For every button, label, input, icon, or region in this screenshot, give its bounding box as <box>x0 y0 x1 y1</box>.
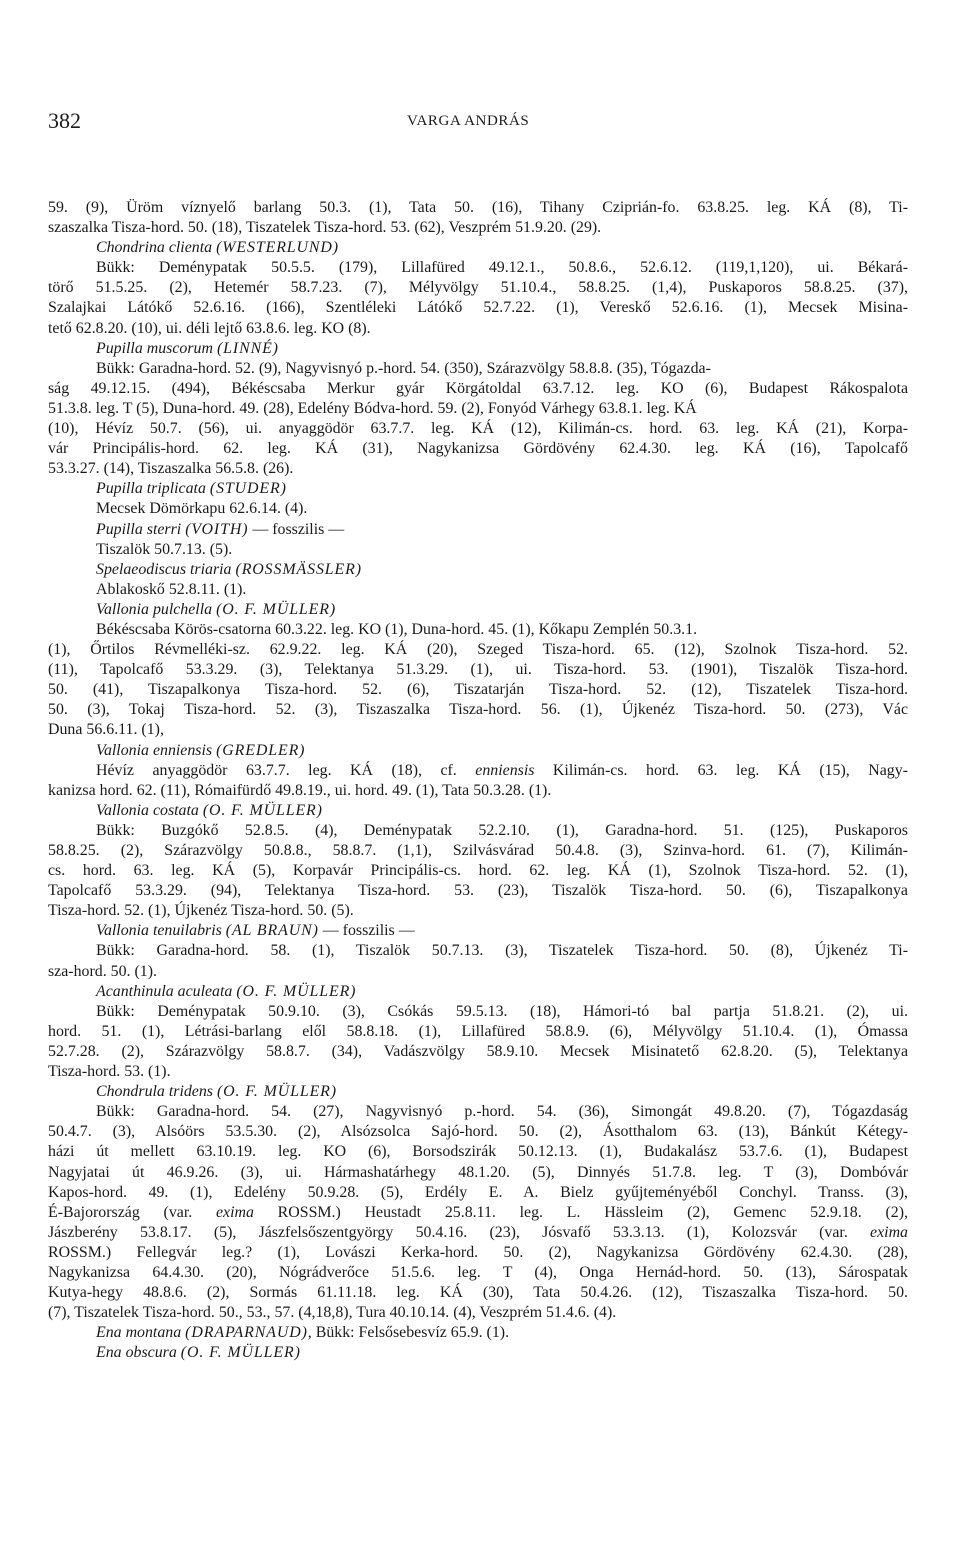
species-heading <box>48 921 908 941</box>
species-author: (STUDER) <box>209 480 287 498</box>
record-line: Jászberény 53.8.17. (5), Jászfelsőszentgyörgy 50.4.16. (23), Jósvafő 53.3.13. (1), Kolozsvár (var. exima <box>48 1223 908 1241</box>
species-name: Acanthinula aculeata <box>96 982 233 1000</box>
species-heading <box>48 520 908 540</box>
species-heading <box>48 1343 908 1363</box>
record-line-first: Békéscsaba Körös-csatorna 60.3.22. leg. KO (1), Duna-hord. 45. (1), Kőkapu Zemplén 50.3.1. <box>96 620 698 638</box>
page-header <box>48 108 908 138</box>
record-line: cs. hord. 63. leg. KÁ (5), Korpavár Principális-cs. hord. 62. leg. KÁ (1), Szolnok Tisza-hord. 52. (1), <box>48 862 908 880</box>
species-heading <box>48 339 908 359</box>
species-heading <box>48 982 908 1002</box>
record-line: sza-hord. 50. (1). <box>48 962 157 980</box>
species-author: (O. F. MÜLLER) <box>216 600 337 618</box>
species-author: (LINNÉ) <box>216 339 279 357</box>
species-name: Vallonia pulchella <box>96 600 213 618</box>
species-heading <box>48 741 908 761</box>
record-line-first: Tiszalök 50.7.13. (5). <box>96 540 233 558</box>
species-name: Vallonia enniensis <box>96 741 213 759</box>
record-line-first: Bükk: Deménypatak 50.5.5. (179), Lillafüred 49.12.1., 50.8.6., 52.6.12. (119,1,120), ui. Békará- <box>96 259 908 277</box>
record-line-first: Ablakoskő 52.8.11. (1). <box>96 580 247 598</box>
species-note: , Bükk: Felsősebesvíz 65.9. (1). <box>307 1324 510 1342</box>
record-line: 50. (3), Tokaj Tisza-hord. 52. (3), Tiszaszalka Tisza-hord. 56. (1), Újkenéz Tisza-hord. 50. (273), Vác <box>48 701 908 719</box>
species-author: (DRAPARNAUD) <box>185 1324 308 1342</box>
species-author: (O. F. MÜLLER) <box>216 1083 337 1101</box>
species-heading <box>48 801 908 821</box>
record-line: Duna 56.6.11. (1), <box>48 721 164 739</box>
species-heading <box>48 600 908 620</box>
record-line: 53.3.27. (14), Tiszaszalka 56.5.8. (26). <box>48 460 294 478</box>
species-name: Vallonia costata <box>96 801 199 819</box>
species-note: — fosszilis — <box>318 922 415 940</box>
running-head: VARGA ANDRÁS <box>407 113 530 129</box>
species-name: Ena montana <box>96 1324 182 1342</box>
record-line: (11), Tapolcafő 53.3.29. (3), Telektanya 51.3.29. (1), ui. Tisza-hord. 53. (1901), Tiszalök Tisza-hord. <box>48 661 908 679</box>
record-line: Tapolcafő 53.3.29. (94), Telektanya Tisza-hord. 53. (23), Tiszalök Tisza-hord. 50. (6), Tiszapalkonya <box>48 882 908 900</box>
record-line: hord. 51. (1), Létrási-barlang elől 58.8.18. (1), Lillafüred 58.8.9. (6), Mélyvölgy 51.10.4. (1), Ómassa <box>48 1022 908 1040</box>
species-name: Pupilla sterri <box>96 520 182 538</box>
record-line: (10), Hévíz 50.7. (56), ui. anyaggödör 63.7.7. leg. KÁ (12), Kilimán-cs. hord. 63. leg. KÁ (21), Korpa- <box>48 420 908 438</box>
record-line: Nagykanizsa 64.4.30. (20), Nógrádverőce 51.5.6. leg. T (4), Onga Hernád-hord. 50. (13), Sárospatak <box>48 1263 908 1281</box>
record-line: Tisza-hord. 52. (1), Újkenéz Tisza-hord. 50. (5). <box>48 902 354 920</box>
record-line: házi út mellett 63.10.19. leg. KO (6), Borsodszirák 50.12.13. (1), Budakalász 53.7.6. (1), Budapest <box>48 1143 908 1161</box>
species-author: (O. F. MÜLLER) <box>236 982 357 1000</box>
species-note: — fosszilis — <box>248 520 345 538</box>
species-author: (ROSSMÄSSLER) <box>235 560 362 578</box>
record-line: Nagyjatai út 46.9.26. (3), ui. Hármashatárhegy 48.1.20. (5), Dinnyés 51.7.8. leg. T (3), Dombóvár <box>48 1163 908 1181</box>
species-name: Pupilla triplicata <box>96 480 206 498</box>
record-line: törő 51.5.25. (2), Hetemér 58.7.23. (7), Mélyvölgy 51.10.4., 58.8.25. (1,4), Puskaporos 58.8.25. (37), <box>48 279 908 297</box>
record-line-first: Bükk: Buzgókő 52.8.5. (4), Deménypatak 52.2.10. (1), Garadna-hord. 51. (125), Puskaporos <box>96 821 908 839</box>
record-line: tető 62.8.20. (10), ui. déli lejtő 63.8.6. leg. KO (8). <box>48 319 371 337</box>
record-line: É-Bajorország (var. exima ROSSM.) Heustadt 25.8.11. leg. L. Hässleim (2), Gemenc 52.9.18. (2), <box>48 1203 908 1221</box>
record-line: Kapos-hord. 49. (1), Edelény 50.9.28. (5), Erdély E. A. Bielz gyűjteményéből Conchyl. Transs. (3), <box>48 1183 908 1201</box>
species-author: (O. F. MÜLLER) <box>202 801 323 819</box>
record-line: Kutya-hegy 48.8.6. (2), Sormás 61.11.18. leg. KÁ (30), Tata 50.4.26. (12), Tiszaszalka Tisza-hord. 50. <box>48 1284 908 1302</box>
species-heading <box>48 479 908 499</box>
record-line: 51.3.8. leg. T (5), Duna-hord. 49. (28), Edelény Bódva-hord. 59. (2), Fonyód Várhegy 63.8.1. leg. KÁ <box>48 399 697 417</box>
record-line: (7), Tiszatelek Tisza-hord. 50., 53., 57. (4,18,8), Tura 40.10.14. (4), Veszprém 51.4.6. (4). <box>48 1304 617 1322</box>
species-author: (VOITH) <box>185 520 249 538</box>
species-heading <box>48 238 908 258</box>
record-line: ROSSM.) Fellegvár leg.? (1), Lovászi Kerka-hord. 50. (2), Nagykanizsa Gördövény 62.4.30. (28), <box>48 1243 908 1261</box>
record-line-first: Bükk: Deménypatak 50.9.10. (3), Csókás 59.5.13. (18), Hámori-tó bal partja 51.8.21. (2), ui. <box>96 1002 908 1020</box>
record-line: 52.7.28. (2), Szárazvölgy 58.8.7. (34), Vadászvölgy 58.9.10. Mecsek Misinatető 62.8.20. (5), Telektanya <box>48 1042 908 1060</box>
record-line-first: Bükk: Garadna-hord. 52. (9), Nagyvisnyó p.-hord. 54. (350), Szárazvölgy 58.8.8. (35), Tógazda- <box>96 359 711 377</box>
document-body <box>48 198 908 1363</box>
species-name: Chondrula tridens <box>96 1083 213 1101</box>
page-number: 382 <box>48 108 81 133</box>
species-author: (O. F. MÜLLER) <box>180 1344 301 1362</box>
record-line: szaszalka Tisza-hord. 50. (18), Tiszatelek Tisza-hord. 53. (62), Veszprém 51.9.20. (29). <box>48 219 602 237</box>
species-author: (AL BRAUN) <box>225 922 319 940</box>
record-line-first: Bükk: Garadna-hord. 58. (1), Tiszalök 50.7.13. (3), Tiszatelek Tisza-hord. 50. (8), Újkenéz Ti- <box>96 942 908 960</box>
species-name: Chondrina clienta <box>96 239 213 257</box>
species-name: Spelaeodiscus triaria <box>96 560 232 578</box>
species-heading <box>48 560 908 580</box>
record-line-first: Bükk: Garadna-hord. 54. (27), Nagyvisnyó p.-hord. 54. (36), Simongát 49.8.20. (7), Tógazdaság <box>96 1103 908 1121</box>
species-heading <box>48 1323 908 1343</box>
record-line: 58.8.25. (2), Szárazvölgy 50.8.8., 58.8.7. (1,1), Szilvásvárad 50.4.8. (3), Szinva-hord. 61. (7), Kilimán- <box>48 842 908 859</box>
record-line: ság 49.12.15. (494), Békéscsaba Merkur gyár Körgátoldal 63.7.12. leg. KO (6), Budapest Rákospalota <box>48 379 908 397</box>
species-name: Pupilla muscorum <box>96 339 213 357</box>
species-author: (GREDLER) <box>216 741 306 759</box>
record-line: 50. (41), Tiszapalkonya Tisza-hord. 52. (6), Tiszatarján Tisza-hord. 52. (12), Tiszatelek Tisza-hord. <box>48 681 908 699</box>
record-line: Szalajkai Látókő 52.6.16. (166), Szentléleki Látókő 52.7.22. (1), Vereskő 52.6.16. (1), Mecsek Misina- <box>48 299 908 317</box>
species-name: Vallonia tenuilabris <box>96 922 222 940</box>
record-line: kanizsa hord. 62. (11), Rómaifürdő 49.8.19., ui. hord. 49. (1), Tata 50.3.28. (1). <box>48 781 552 799</box>
species-heading <box>48 1082 908 1102</box>
species-author: (WESTERLUND) <box>216 239 339 257</box>
record-line: 59. (9), Üröm víznyelő barlang 50.3. (1), Tata 50. (16), Tihany Cziprián-fo. 63.8.25. leg. KÁ (8), Ti- <box>48 199 908 216</box>
record-line: (1), Őrtilos Révmelléki-sz. 62.9.22. leg. KÁ (20), Szeged Tisza-hord. 65. (12), Szolnok Tisza-hord. 52. <box>48 641 908 659</box>
species-name: Ena obscura <box>96 1344 177 1362</box>
record-line: vár Principális-hord. 62. leg. KÁ (31), Nagykanizsa Gördövény 62.4.30. leg. KÁ (16), Tapolcafő <box>48 440 908 458</box>
record-line: Tisza-hord. 53. (1). <box>48 1063 171 1081</box>
record-line-first: Hévíz anyaggödör 63.7.7. leg. KÁ (18), cf. enniensis Kilimán-cs. hord. 63. leg. KÁ (15), Nagy- <box>96 761 908 779</box>
record-line: 50.4.7. (3), Alsóörs 53.5.30. (2), Alsózsolca Sajó-hord. 50. (2), Ásotthalom 63. (13), Bánkút Kétegy- <box>48 1123 908 1141</box>
record-line-first: Mecsek Dömörkapu 62.6.14. (4). <box>96 500 308 518</box>
